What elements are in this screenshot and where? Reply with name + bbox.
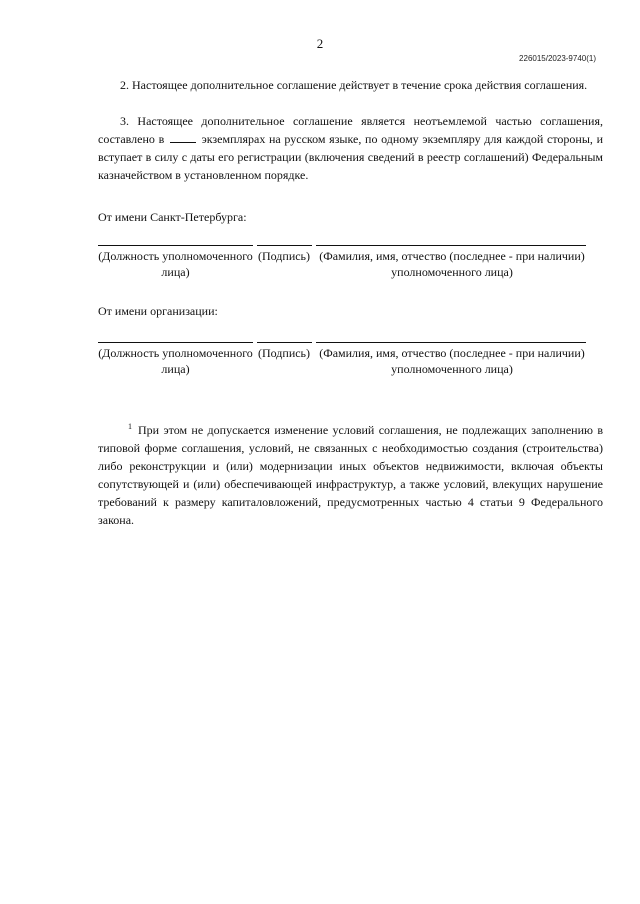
signature-line-position-2: [98, 342, 253, 343]
paragraph-validity-text: 2. Настоящее дополнительное соглашение действует в течение срока действия соглашения.: [120, 78, 588, 92]
document-id: 226015/2023-9740(1): [519, 54, 596, 63]
paragraph-copies-text-start: 3. Настоящее дополнительное соглашение является неотъемлемой частью соглашения, составлено в: [98, 114, 603, 146]
signature-line-position-1: [98, 245, 253, 246]
caption-signature-2: (Подпись): [257, 346, 311, 360]
caption-signature-1: (Подпись): [257, 249, 311, 263]
caption-name-2: (Фамилия, имя, отчество (последнее - при наличии) уполномоченного лица): [319, 346, 585, 376]
paragraph-copies: [98, 112, 603, 184]
paragraph-copies-text-end: экземплярах на русском языке, по одному экземпляру для каждой стороны, и вступает в силу с даты его регистрации (включения сведений в реестр соглашений) Федеральным казначейством в установленном порядке.: [98, 132, 603, 182]
caption-position-1: (Должность уполномоченного лица): [98, 249, 253, 279]
caption-name-1: (Фамилия, имя, отчество (последнее - при наличии) уполномоченного лица): [319, 249, 585, 279]
party-label-organization: От имени организации:: [98, 304, 218, 318]
copies-count-blank: [170, 131, 196, 143]
signature-line-name-2: [316, 342, 586, 343]
footnote-marker: 1: [128, 422, 132, 431]
footnote: [98, 418, 603, 529]
signature-line-signature-1: [257, 245, 312, 246]
footnote-text: При этом не допускается изменение условий соглашения, не подлежащих заполнению в типовой форме соглашения, условий, не связанных с необходимостью создания (строительства) либо реконструкции и (или) модернизации иных объектов недвижимости, включая объекты сопутствующей и (или) обеспечивающей инфраструктур, а также условий, влекущих нарушение требований к размеру капиталовложений, предусмотренных частью 4 статьи 9 Федерального закона.: [98, 423, 603, 527]
page-number: 2: [316, 36, 324, 51]
caption-position-2: (Должность уполномоченного лица): [98, 346, 253, 376]
signature-line-name-1: [316, 245, 586, 246]
paragraph-validity: [98, 76, 603, 94]
party-label-spb: От имени Санкт-Петербурга:: [98, 210, 247, 224]
signature-line-signature-2: [257, 342, 312, 343]
